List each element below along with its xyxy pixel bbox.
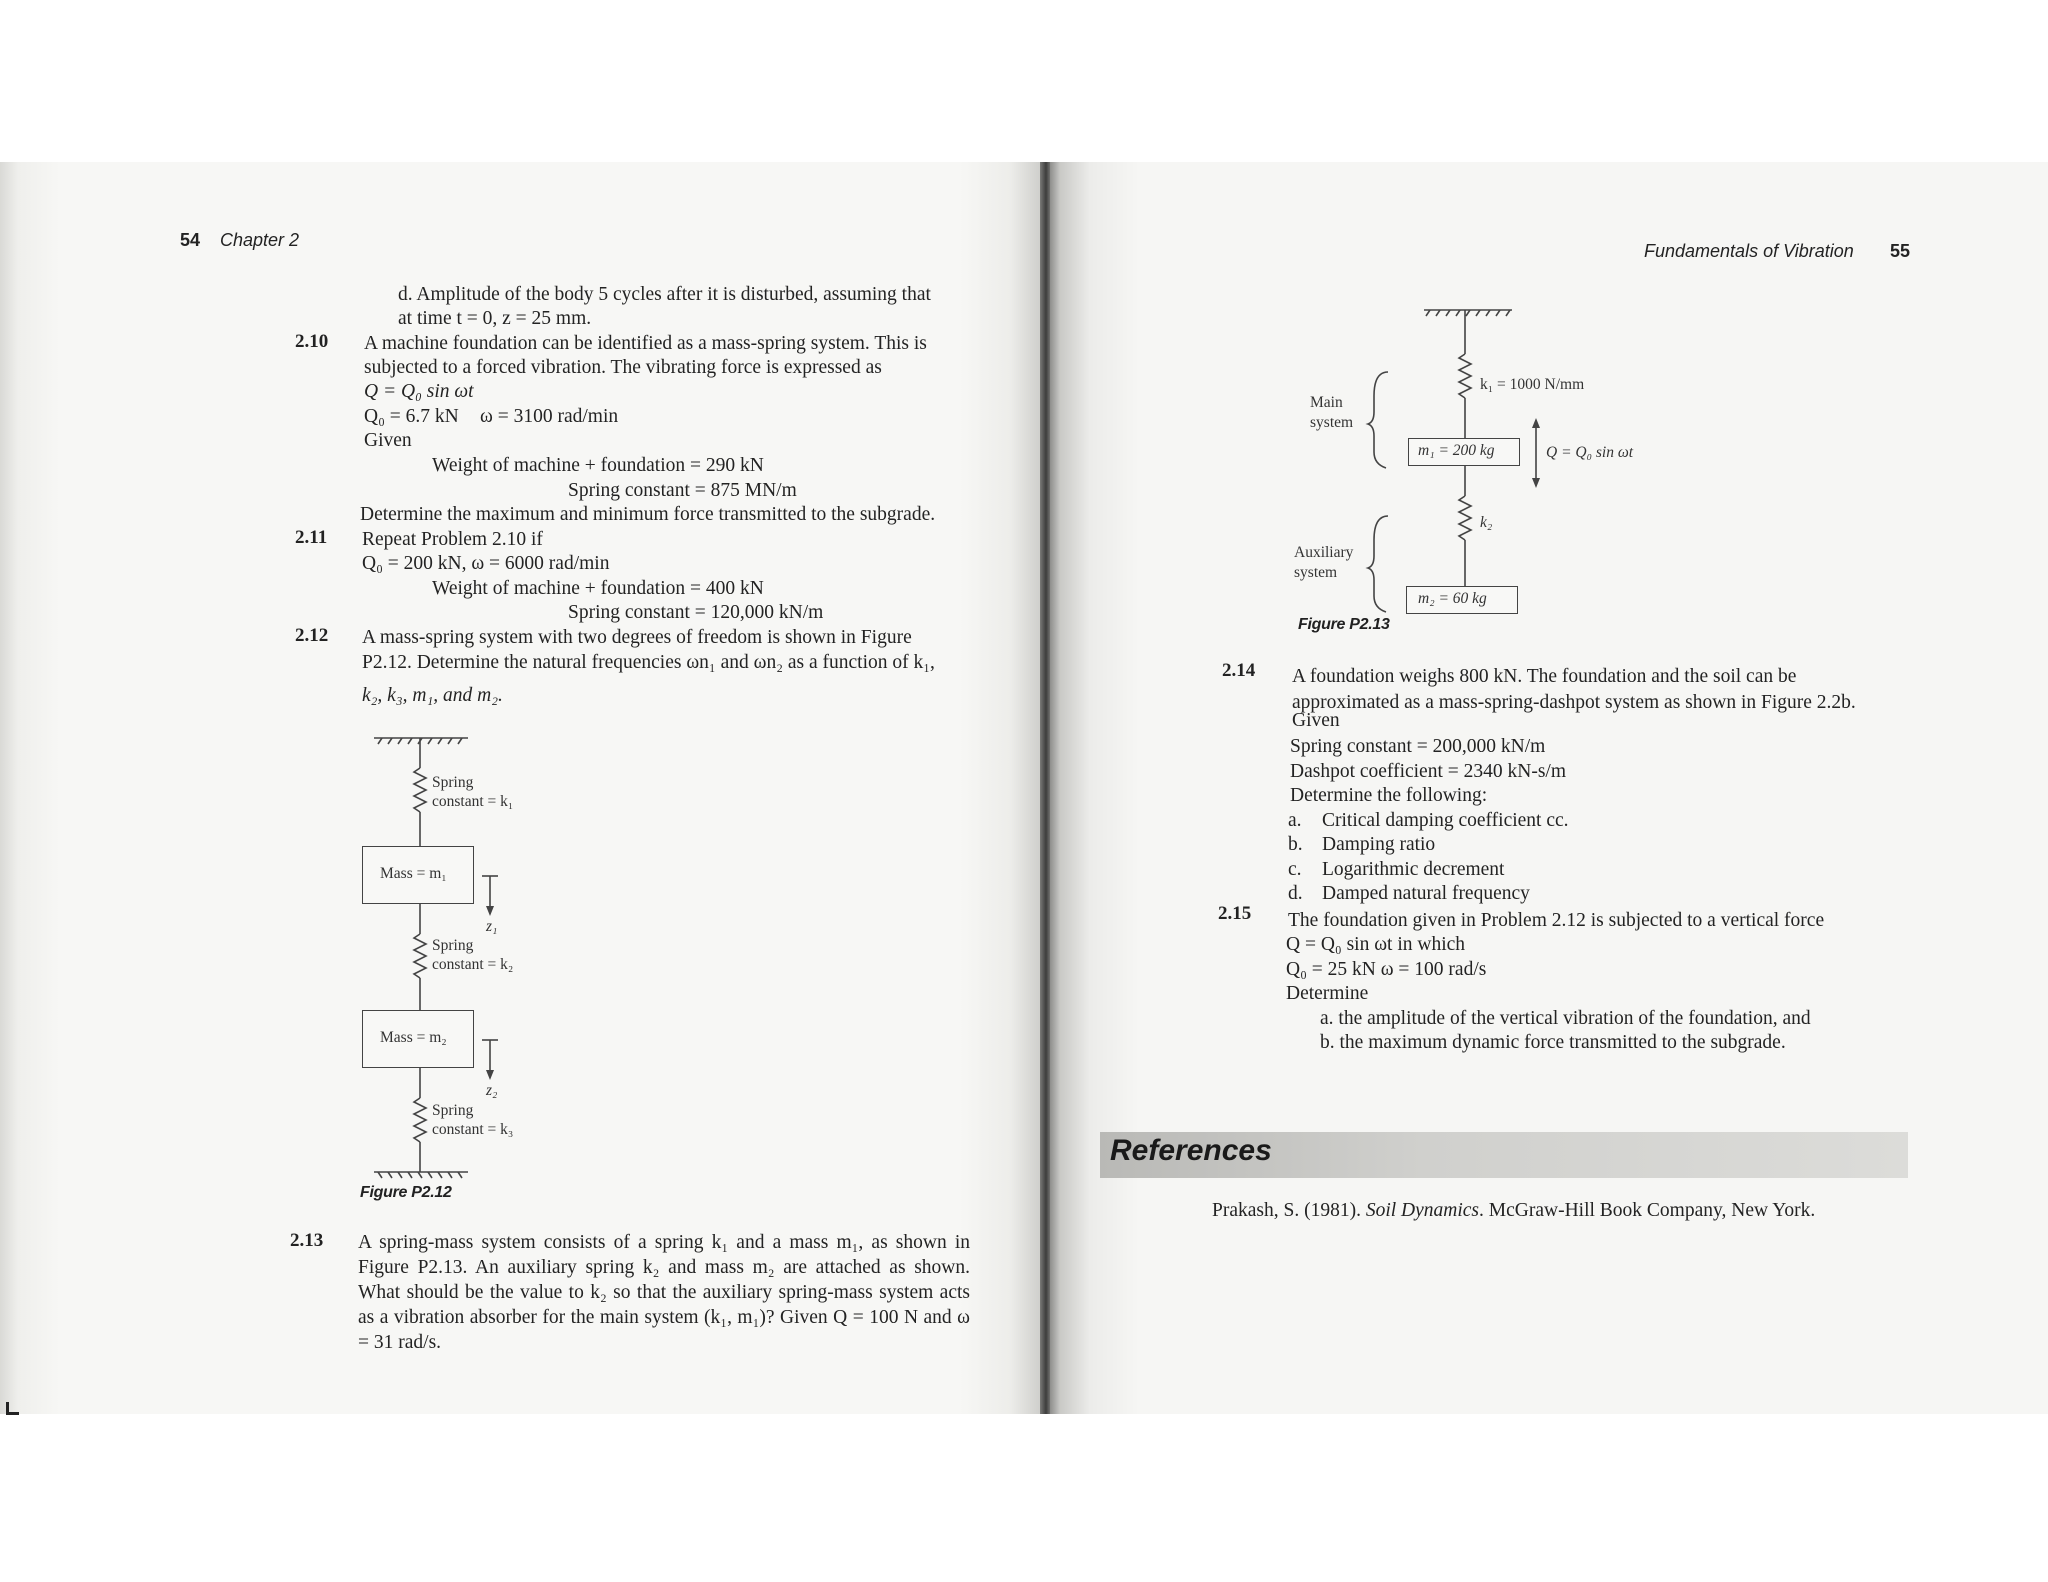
right-running-head: Fundamentals of Vibration bbox=[1644, 241, 1854, 261]
left-page-number: 54 bbox=[180, 230, 201, 250]
spring2-label: Spring bbox=[432, 937, 474, 954]
p214-item-b-key: b. bbox=[1288, 834, 1303, 855]
p210-line-1: A machine foundation can be identified as a mass-spring system. This is bbox=[364, 333, 927, 354]
spring3-constant: constant = k₃ bbox=[432, 1121, 514, 1138]
z1-label: z₁ bbox=[486, 918, 498, 935]
references-heading: References bbox=[1110, 1134, 1272, 1167]
p210-omega: ω = 3100 rad/min bbox=[480, 406, 619, 427]
p210-weight: Weight of machine + foundation = 290 kN bbox=[432, 455, 764, 476]
reference-title: Soil Dynamics bbox=[1365, 1200, 1480, 1221]
p214-determine: Determine the following: bbox=[1290, 785, 1488, 806]
part-d-line-2: at time t = 0, z = 25 mm. bbox=[398, 308, 592, 329]
spring2-constant: constant = k₂ bbox=[432, 956, 514, 973]
problem-number-2-10: 2.10 bbox=[295, 331, 329, 352]
m1-label-213: m₁ = 200 kg bbox=[1418, 442, 1495, 459]
spring1-constant: constant = k₁ bbox=[432, 793, 514, 810]
p211-spring: Spring constant = 120,000 kN/m bbox=[568, 602, 824, 623]
k2-label-213: k₂ bbox=[1480, 514, 1493, 531]
p214-item-d-key: d. bbox=[1288, 883, 1303, 904]
problem-number-2-14: 2.14 bbox=[1222, 660, 1256, 681]
p210-line-2: subjected to a forced vibration. The vibrating force is expressed as bbox=[364, 357, 882, 378]
p214-item-a-key: a. bbox=[1288, 810, 1302, 831]
force-label-213: Q = Q₀ sin ωt bbox=[1546, 444, 1634, 461]
p214-item-a: Critical damping coefficient cc. bbox=[1322, 810, 1569, 831]
p210-given: Given bbox=[364, 430, 412, 451]
p215-line-2: Q = Q₀ sin ωt in which bbox=[1286, 934, 1466, 955]
spring3-label: Spring bbox=[432, 1102, 474, 1119]
p212-line-2: P2.12. Determine the natural frequencies ωn₁ and ωn₂ as a function of k₁, bbox=[362, 652, 935, 673]
main-system-label-2: system bbox=[1310, 414, 1354, 431]
aux-system-label-1: Auxiliary bbox=[1294, 544, 1354, 561]
p210-determine: Determine the maximum and minimum force transmitted to the subgrade. bbox=[360, 504, 936, 525]
p214-item-d: Damped natural frequency bbox=[1322, 883, 1530, 904]
problem-number-2-13: 2.13 bbox=[290, 1230, 324, 1251]
reference-entry bbox=[1212, 1198, 1815, 1223]
figure-p2-12-caption: Figure P2.12 bbox=[360, 1184, 452, 1201]
z2-label: z₂ bbox=[486, 1082, 498, 1099]
p213-text: A spring-mass system consists of a spring k₁ and a mass m₁, as shown in Figure P2.13. An auxiliary spring k₂ and mass m₂ are attached as shown. What should be the value to k₂ so that the auxiliary spring-mass system acts as a vibration absorber for the main system (k₁, m₁)? Given Q = 100 N and ω = 31 rad/s. bbox=[358, 1232, 970, 1353]
reference-publisher: . McGraw-Hill Book Company, New York. bbox=[1479, 1200, 1816, 1221]
p214-item-c-key: c. bbox=[1288, 859, 1302, 880]
p215-line-3: Q₀ = 25 kN ω = 100 rad/s bbox=[1286, 959, 1487, 980]
p214-dashpot: Dashpot coefficient = 2340 kN-s/m bbox=[1290, 761, 1566, 782]
p211-line-1: Repeat Problem 2.10 if bbox=[362, 529, 543, 550]
mass-m2-label: Mass = m₂ bbox=[380, 1029, 447, 1046]
p215-item-a: a. the amplitude of the vertical vibration of the foundation, and bbox=[1320, 1008, 1811, 1029]
m2-label-213: m₂ = 60 kg bbox=[1418, 590, 1487, 607]
p214-line-2: approximated as a mass-spring-dashpot system as shown in Figure 2.2b. bbox=[1292, 692, 1856, 713]
main-system-label-1: Main bbox=[1310, 394, 1343, 411]
p214-item-b: Damping ratio bbox=[1322, 834, 1436, 855]
problem-number-2-11: 2.11 bbox=[295, 527, 328, 548]
problem-number-2-12: 2.12 bbox=[295, 625, 329, 646]
problem-number-2-15: 2.15 bbox=[1218, 903, 1252, 924]
p211-line-2: Q₀ = 200 kN, ω = 6000 rad/min bbox=[362, 553, 610, 574]
p210-q0: Q₀ = 6.7 kN bbox=[364, 406, 459, 427]
p210-equation: Q = Q₀ sin ωt bbox=[364, 381, 474, 402]
p211-weight: Weight of machine + foundation = 400 kN bbox=[432, 578, 764, 599]
p214-item-c: Logarithmic decrement bbox=[1322, 859, 1505, 880]
spring1-label: Spring bbox=[432, 774, 474, 791]
p215-determine: Determine bbox=[1286, 983, 1369, 1004]
p215-line-1: The foundation given in Problem 2.12 is subjected to a vertical force bbox=[1288, 910, 1825, 931]
p215-item-b: b. the maximum dynamic force transmitted to the subgrade. bbox=[1320, 1032, 1786, 1053]
p214-line-1: A foundation weighs 800 kN. The foundation and the soil can be bbox=[1292, 666, 1797, 687]
p214-spring: Spring constant = 200,000 kN/m bbox=[1290, 736, 1546, 757]
part-d-line-1: d. Amplitude of the body 5 cycles after it is disturbed, assuming that bbox=[398, 284, 931, 305]
p214-given: Given bbox=[1292, 710, 1340, 731]
aux-system-label-2: system bbox=[1294, 564, 1338, 581]
mass-m1-label: Mass = m₁ bbox=[380, 865, 447, 882]
p212-line-3: k₂, k₃, m₁, and m₂. bbox=[362, 685, 503, 706]
k1-label-213: k₁ = 1000 N/mm bbox=[1480, 376, 1585, 393]
left-running-head: Chapter 2 bbox=[220, 230, 300, 250]
p210-spring: Spring constant = 875 MN/m bbox=[568, 480, 797, 501]
figure-p2-13-caption: Figure P2.13 bbox=[1298, 616, 1390, 633]
right-page-number: 55 bbox=[1890, 241, 1911, 261]
page-corner-mark bbox=[6, 1402, 19, 1415]
reference-author: Prakash, S. (1981). bbox=[1212, 1200, 1366, 1221]
p212-line-1: A mass-spring system with two degrees of freedom is shown in Figure bbox=[362, 627, 912, 648]
